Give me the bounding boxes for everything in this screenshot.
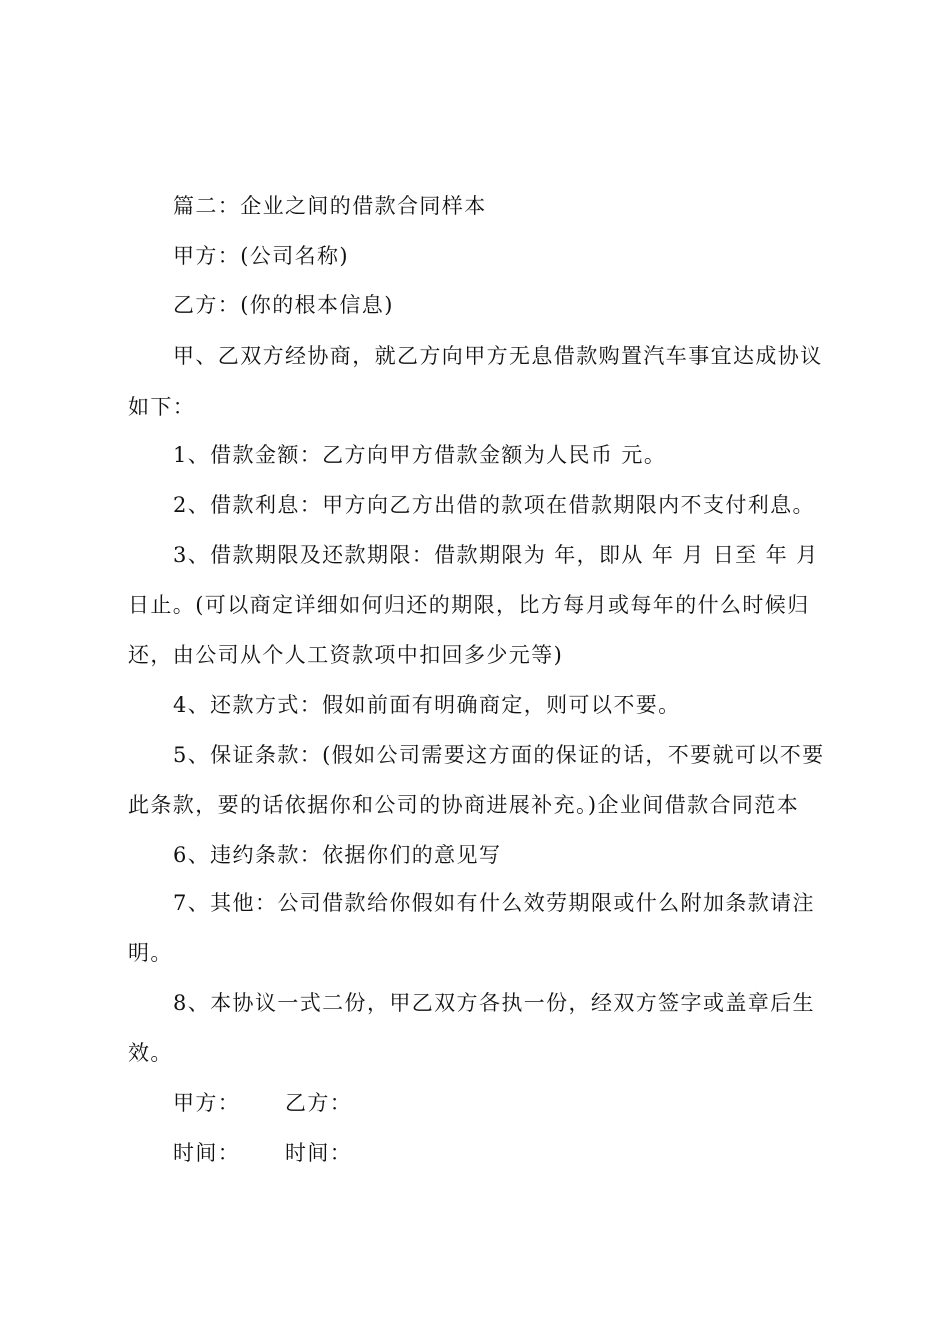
party-a-time-label: 时间： — [173, 1141, 241, 1165]
document-title: 篇二：企业之间的借款合同样本 — [173, 194, 487, 218]
party-b-line: 乙方：(你的根本信息) — [173, 293, 394, 317]
party-a-signature-label: 甲方： — [173, 1091, 241, 1115]
party-a-line: 甲方：(公司名称) — [173, 244, 349, 268]
clause-7-line-1: 7、其他：公司借款给你假如有什么效劳期限或什么附加条款请注 — [173, 891, 815, 915]
clause-5-line-2: 此条款，要的话依据你和公司的协商进展补充。)企业间借款合同范本 — [128, 793, 800, 817]
clause-7-line-2: 明。 — [128, 941, 173, 965]
clause-6: 6、违约条款：依据你们的意见写 — [173, 843, 502, 867]
clause-5-line-1: 5、保证条款：(假如公司需要这方面的保证的话，不要就可以不要 — [173, 743, 825, 767]
clause-1: 1、借款金额：乙方向甲方借款金额为人民币 元。 — [173, 443, 667, 467]
time-row — [173, 1138, 352, 1168]
clause-3-line-3: 还，由公司从个人工资款项中扣回多少元等) — [128, 643, 564, 667]
party-b-signature-label: 乙方： — [285, 1091, 353, 1115]
clause-8-line-2: 效。 — [128, 1041, 173, 1065]
clause-3-line-1: 3、借款期限及还款期限：借款期限为 年，即从 年 月 日至 年 月 — [173, 543, 819, 567]
clause-8-line-1: 8、本协议一式二份，甲乙双方各执一份，经双方签字或盖章后生 — [173, 991, 815, 1015]
signature-row — [173, 1088, 352, 1118]
clause-3-line-2: 日止。(可以商定详细如何归还的期限，比方每月或每年的什么时候归 — [128, 593, 810, 617]
party-b-time-label: 时间： — [285, 1141, 353, 1165]
intro-line-2: 如下： — [128, 395, 196, 419]
clause-4: 4、还款方式：假如前面有明确商定，则可以不要。 — [173, 693, 681, 717]
clause-2: 2、借款利息：甲方向乙方出借的款项在借款期限内不支付利息。 — [173, 493, 815, 517]
intro-line-1: 甲、乙双方经协商，就乙方向甲方无息借款购置汽车事宜达成协议 — [173, 344, 823, 368]
